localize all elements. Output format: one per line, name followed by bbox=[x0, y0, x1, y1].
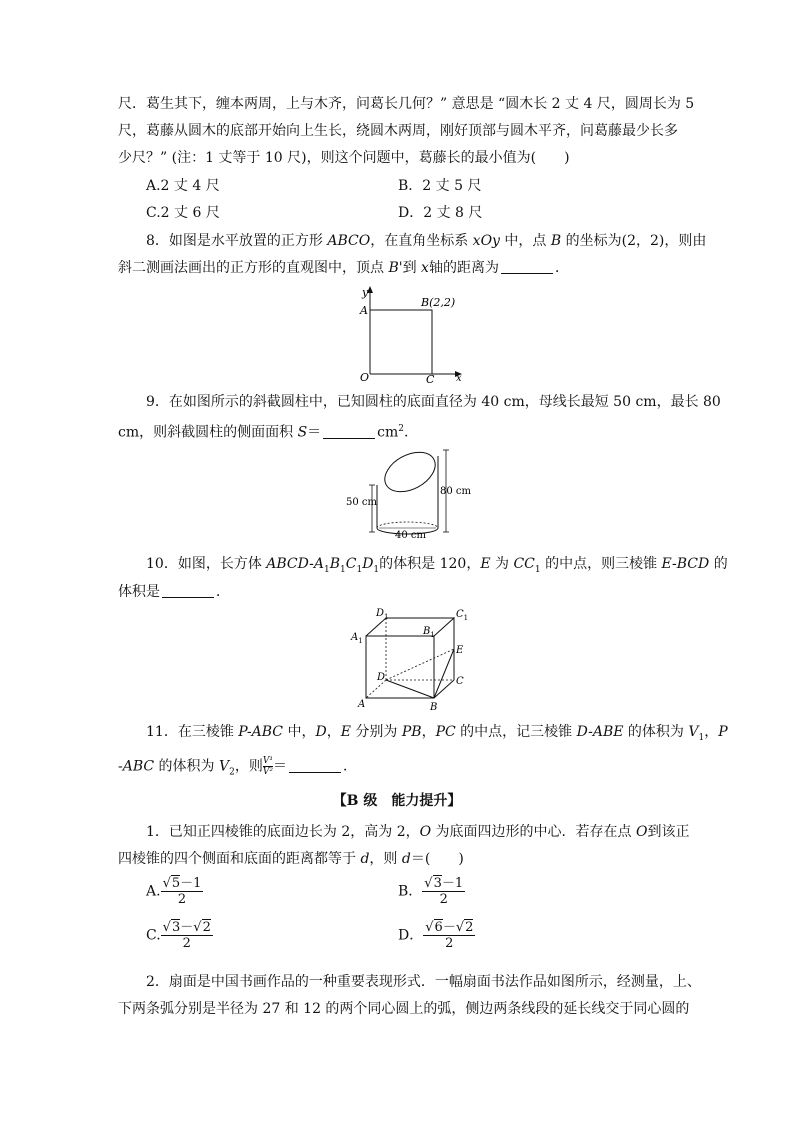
q7-option-c: C.2 丈 6 尺 bbox=[146, 205, 220, 221]
section-heading: 【B 级 能力提升】 bbox=[332, 793, 462, 809]
b1-line2: 四棱锥的四个侧面和底面的距离都等于 d，则 d＝( ) bbox=[118, 851, 464, 867]
fig-label-80cm: 80 cm bbox=[440, 486, 471, 497]
fig-label-c: C bbox=[456, 676, 464, 687]
answer-blank bbox=[289, 758, 341, 773]
fig-label-d1: $D_1$ bbox=[376, 608, 389, 621]
q10-line1: 10．如图，长方体 ABCD-$A_1B_1C_1D_1$的体积是 120，E 为 $CC_1$ 的中点，则三棱锥 E-BCD 的 bbox=[146, 556, 728, 575]
fig-label-c1: $C_1$ bbox=[456, 609, 469, 622]
fig-label-c: C bbox=[426, 373, 435, 384]
q8-line2: 斜二测画法画出的正方形的直观图中，顶点 B'到 x轴的距离为 ． bbox=[118, 260, 569, 276]
fig-label-a: A bbox=[360, 304, 368, 317]
q7-line2: 尺，葛藤从圆木的底部开始向上生长，绕圆木两周，刚好顶部与圆木平齐，问葛藤最少长多 bbox=[118, 123, 678, 139]
fig-label-y: y bbox=[362, 286, 369, 299]
fig-label-e: E bbox=[456, 645, 464, 656]
b2-line2: 下两条弧分别是半径为 27 和 12 的两个同心圆上的弧，侧边两条线段的延长线交于同心圆的 bbox=[118, 1001, 690, 1017]
q10-figure-cuboid bbox=[346, 606, 476, 712]
q8-figure-square bbox=[352, 284, 468, 384]
fig-label-a: A bbox=[358, 699, 366, 710]
fig-label-d: D bbox=[377, 672, 386, 683]
q11-line2: -ABC 的体积为 $V_2$，则 $\frac{\text{V¹}}{\text{V²}}=$ ． bbox=[118, 756, 357, 778]
b1-option-c: C. $\frac{√3-√2}{2}$ bbox=[146, 920, 211, 951]
q10-line2: 体积是 ． bbox=[118, 584, 230, 600]
q7-line1: 尺．葛生其下，缠本两周，上与木齐，问葛长几何？” 意思是 “圆木长 2 丈 4 尺，圆周长为 5 bbox=[118, 96, 695, 112]
q7-line3: 少尺？” (注：1 丈等于 10 尺)，则这个问题中，葛藤长的最小值为( ) bbox=[118, 150, 570, 166]
q9-figure-cylinder bbox=[346, 442, 476, 542]
volume-ratio-fraction: $\frac{\text{V¹}}{\text{V²}}$ bbox=[262, 756, 273, 777]
b1-option-b: B． $\frac{√3-1}{2}$ bbox=[398, 876, 464, 907]
q8-line1: 8．如图是水平放置的正方形 ABCO，在直角坐标系 xOy 中，点 B 的坐标为(2，2)，则由 bbox=[146, 233, 707, 249]
answer-blank bbox=[323, 424, 375, 439]
fig-label-50cm: 50 cm bbox=[346, 497, 377, 508]
q11-line1: 11．在三棱锥 P-ABC 中，D，E 分别为 PB，PC 的中点，记三棱锥 D-ABE 的体积为 $V_1$，P bbox=[146, 724, 728, 743]
q7-option-b: B．2 丈 5 尺 bbox=[398, 178, 482, 194]
b2-line1: 2．扇面是中国书画作品的一种重要表现形式．一幅扇面书法作品如图所示，经测量，上、 bbox=[146, 974, 701, 990]
fig-label-o: O bbox=[360, 371, 370, 384]
q7-option-d: D．2 丈 8 尺 bbox=[398, 205, 483, 221]
answer-blank bbox=[162, 583, 214, 598]
fig-label-b1: $B_1$ bbox=[423, 626, 435, 639]
q9-line2: cm，则斜截圆柱的侧面面积 $S= cm^2$. bbox=[118, 424, 409, 441]
q9-line1: 9．在如图所示的斜截圆柱中，已知圆柱的底面直径为 40 cm，母线长最短 50 cm，最长 80 bbox=[146, 394, 721, 410]
fig-label-x: x bbox=[456, 373, 462, 384]
fig-label-b: B bbox=[430, 702, 438, 712]
fig-label-a1: $A_1$ bbox=[351, 632, 363, 645]
q7-option-a: A.2 丈 4 尺 bbox=[146, 178, 220, 194]
b1-line1: 1．已知正四棱锥的底面边长为 2，高为 2，O 为底面四边形的中心．若存在点 O到该正 bbox=[146, 824, 690, 840]
b1-option-d: D． $\frac{√6-√2}{2}$ bbox=[398, 920, 474, 951]
b1-option-a: A. $\frac{√5-1}{2}$ bbox=[146, 876, 202, 907]
answer-blank bbox=[501, 259, 553, 274]
fig-label-40cm: 40 cm bbox=[395, 530, 426, 541]
fig-label-b: B(2,2) bbox=[421, 296, 456, 309]
